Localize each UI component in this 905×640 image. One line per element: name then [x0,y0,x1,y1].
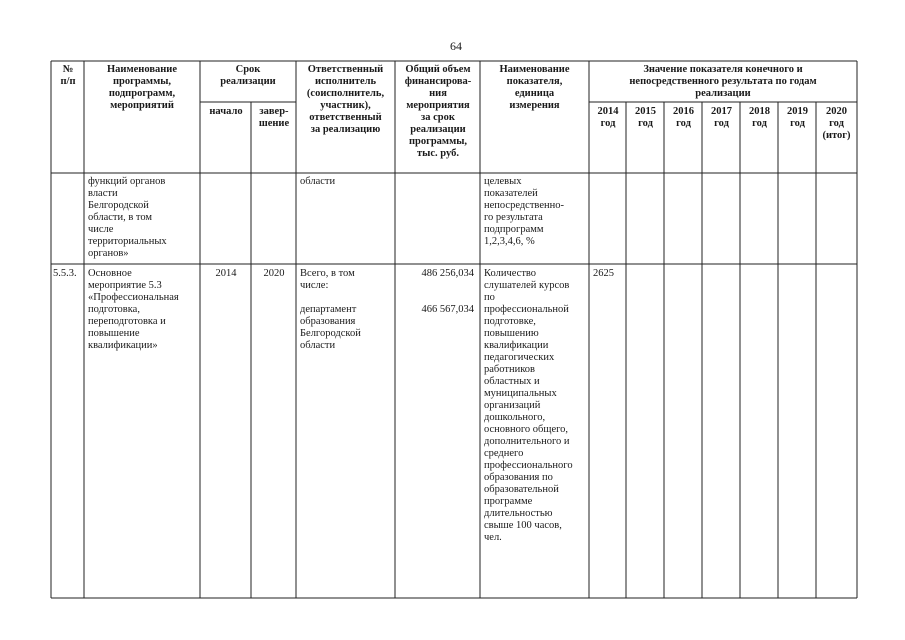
header-name: Наименование программы, подпрограмм, мероприятий [107,64,177,111]
header-year-2016: 2016 год [673,106,694,129]
header-responsible: Ответственный исполнитель (соисполнитель, участник), ответственный за реализацию [306,64,385,135]
row2-indicator: Количество слушателей курсов по профессиональной подготовке, повышению квалификации педагогических работников областных и муниципальных организаций дошкольного, основного общего, дополнительного и среднего профессионального образования по образовательной программе длительностью свыше 100 часов, чел. [484,268,573,543]
header-financing: Общий объем финансирова- ния мероприятия за срок реализации программы, тыс. руб. [404,64,472,159]
row2-end: 2020 [263,268,285,279]
header-indicator: Наименование показателя, единица измерения [499,64,570,111]
header-year-2017: 2017 год [711,106,732,129]
header-end: завер- шение [258,106,290,129]
row2-responsible: Всего, в том числе: департамент образования Белгородской области [300,268,361,351]
row1-responsible: области [300,176,336,187]
row2-name: Основное мероприятие 5.3 «Профессиональная подготовка, переподготовка и повышение квалификации» [88,268,179,351]
header-values: Значение показателя конечного и непосредственного результата по годам реализации [629,64,817,99]
row2-start: 2014 [215,268,237,279]
header-year-2019: 2019 год [787,106,808,129]
row1-name: функций органов власти Белгородской области, в том числе территориальных органов» [88,176,167,259]
header-year-2014: 2014 год [597,106,619,129]
header-year-2020: 2020 год (итог) [822,106,851,141]
row2-num: 5.5.3. [53,268,77,279]
header-start: начало [209,106,243,117]
row2-financing: 486 256,034 466 567,034 [421,268,474,315]
header-year-2015: 2015 год [635,106,656,129]
header-year-2018: 2018 год [749,106,770,129]
page-number: 64 [450,39,462,53]
header-term: Срок реализации [220,64,276,87]
header-num: № п/п [60,64,76,87]
row1-indicator: целевых показателей непосредственно- го результата подпрограмм 1,2,3,4,6, % [484,176,564,247]
row2-value-2014: 2625 [593,268,614,279]
